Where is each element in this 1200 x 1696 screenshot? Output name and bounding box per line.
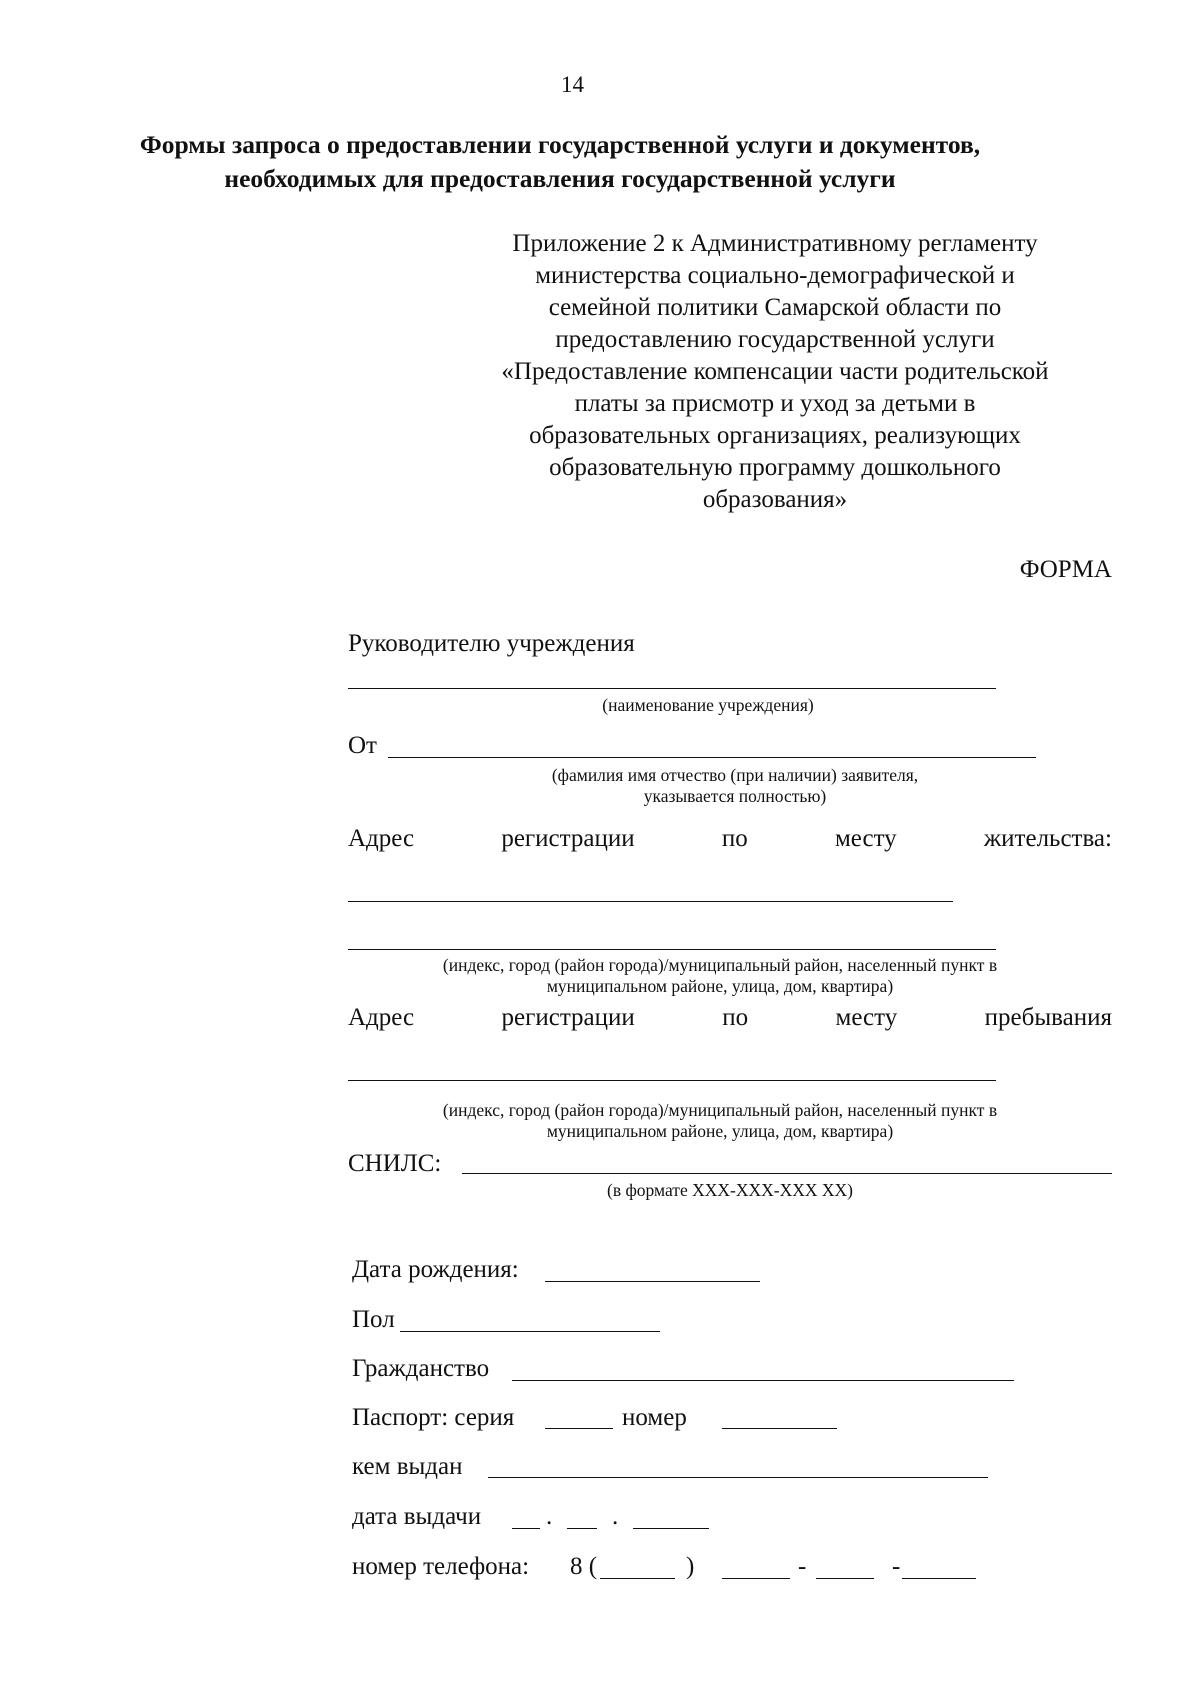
phone-part-3-field[interactable]: [902, 1578, 976, 1579]
heading-line-2: необходимых для предоставления государственной услуги: [224, 164, 896, 193]
institution-name-field[interactable]: [348, 688, 996, 689]
residence-word: Адрес: [348, 825, 415, 852]
residence-word: жительства:: [983, 825, 1112, 852]
passport-number-label: номер: [622, 1404, 687, 1431]
appendix-reference: [455, 228, 1095, 516]
appendix-line: предоставлению государственной услуги: [555, 326, 995, 353]
phone-part-1-field[interactable]: [722, 1578, 790, 1579]
stay-address-label: [348, 1004, 1112, 1032]
stay-address-hint: [370, 1100, 1070, 1142]
passport-number-field[interactable]: [722, 1428, 837, 1429]
appendix-line: министерства социально-демографической и: [535, 262, 1015, 289]
passport-series-field[interactable]: [545, 1428, 613, 1429]
gender-field[interactable]: [400, 1331, 660, 1332]
appendix-line: Приложение 2 к Административному регламенту: [512, 230, 1038, 257]
residence-word: по: [721, 825, 748, 852]
institution-hint: (наименование учреждения): [602, 695, 814, 715]
stay-word: Адрес: [348, 1004, 415, 1031]
issue-date-separator: .: [546, 1503, 553, 1530]
snils-field[interactable]: [462, 1173, 1112, 1174]
issued-by-field[interactable]: [488, 1477, 988, 1478]
form-label: ФОРМА: [1019, 556, 1112, 583]
page-number: 14: [561, 72, 584, 97]
residence-address-field-1[interactable]: [348, 901, 953, 902]
phone-area-code-field[interactable]: [600, 1578, 675, 1579]
residence-address-label: [348, 825, 1112, 853]
stay-word: регистрации: [501, 1004, 635, 1031]
applicant-hint-line-1: (фамилия имя отчество (при наличии) заявителя,: [551, 765, 919, 785]
stay-word: пребывания: [984, 1004, 1112, 1031]
applicant-name-field[interactable]: [388, 757, 1036, 758]
phone-prefix: 8 (: [570, 1553, 598, 1580]
birth-date-field[interactable]: [545, 1281, 760, 1282]
birth-date-label: Дата рождения:: [352, 1256, 519, 1283]
passport-series-label: Паспорт: серия: [352, 1404, 515, 1431]
stay-word: по: [722, 1004, 749, 1031]
appendix-line: семейной политики Самарской области по: [548, 294, 1002, 321]
issue-date-separator: .: [612, 1503, 619, 1530]
snils-label: СНИЛС:: [348, 1150, 442, 1177]
phone-close-bracket: ): [686, 1553, 695, 1580]
appendix-line: образовательную программу дошкольного: [549, 454, 1001, 481]
residence-address-hint: [370, 955, 1070, 997]
phone-dash: -: [798, 1553, 807, 1580]
snils-hint: (в формате ХХХ-ХХХ-ХХХ ХХ): [607, 1180, 853, 1200]
from-label: От: [348, 732, 377, 759]
residence-word: регистрации: [501, 825, 635, 852]
phone-part-2-field[interactable]: [816, 1578, 874, 1579]
issue-year-field[interactable]: [633, 1528, 709, 1529]
issue-date-label: дата выдачи: [352, 1503, 482, 1530]
appendix-line: платы за присмотр и уход за детьми в: [574, 390, 976, 417]
appendix-line: образования»: [702, 486, 848, 513]
heading-line-1: Формы запроса о предоставлении государственной услуги и документов,: [139, 130, 981, 159]
issued-by-label: кем выдан: [352, 1453, 463, 1480]
issue-month-field[interactable]: [567, 1528, 597, 1529]
gender-label: Пол: [352, 1306, 395, 1333]
applicant-hint-line-2: указывается полностью): [643, 786, 827, 806]
recipient-label: Руководителю учреждения: [348, 630, 635, 657]
stay-address-field[interactable]: [348, 1080, 996, 1081]
residence-hint-line-1: (индекс, город (район города)/муниципальный район, населенный пункт в: [442, 955, 998, 975]
stay-word: месту: [835, 1004, 898, 1031]
appendix-line: «Предоставление компенсации части родительской: [501, 358, 1049, 385]
issue-day-field[interactable]: [512, 1528, 540, 1529]
residence-address-field-2[interactable]: [348, 949, 996, 950]
document-heading: [60, 128, 1060, 196]
citizenship-field[interactable]: [512, 1380, 1014, 1381]
phone-label: номер телефона:: [352, 1553, 530, 1580]
citizenship-label: Гражданство: [352, 1355, 490, 1382]
phone-dash: -: [892, 1553, 901, 1580]
residence-hint-line-2: муниципальном районе, улица, дом, квартира): [546, 976, 894, 996]
appendix-line: образовательных организациях, реализующих: [529, 422, 1021, 449]
stay-hint-line-2: муниципальном районе, улица, дом, квартира): [546, 1121, 894, 1141]
applicant-hint: [480, 765, 990, 807]
stay-hint-line-1: (индекс, город (район города)/муниципальный район, населенный пункт в: [442, 1100, 998, 1120]
residence-word: месту: [834, 825, 897, 852]
